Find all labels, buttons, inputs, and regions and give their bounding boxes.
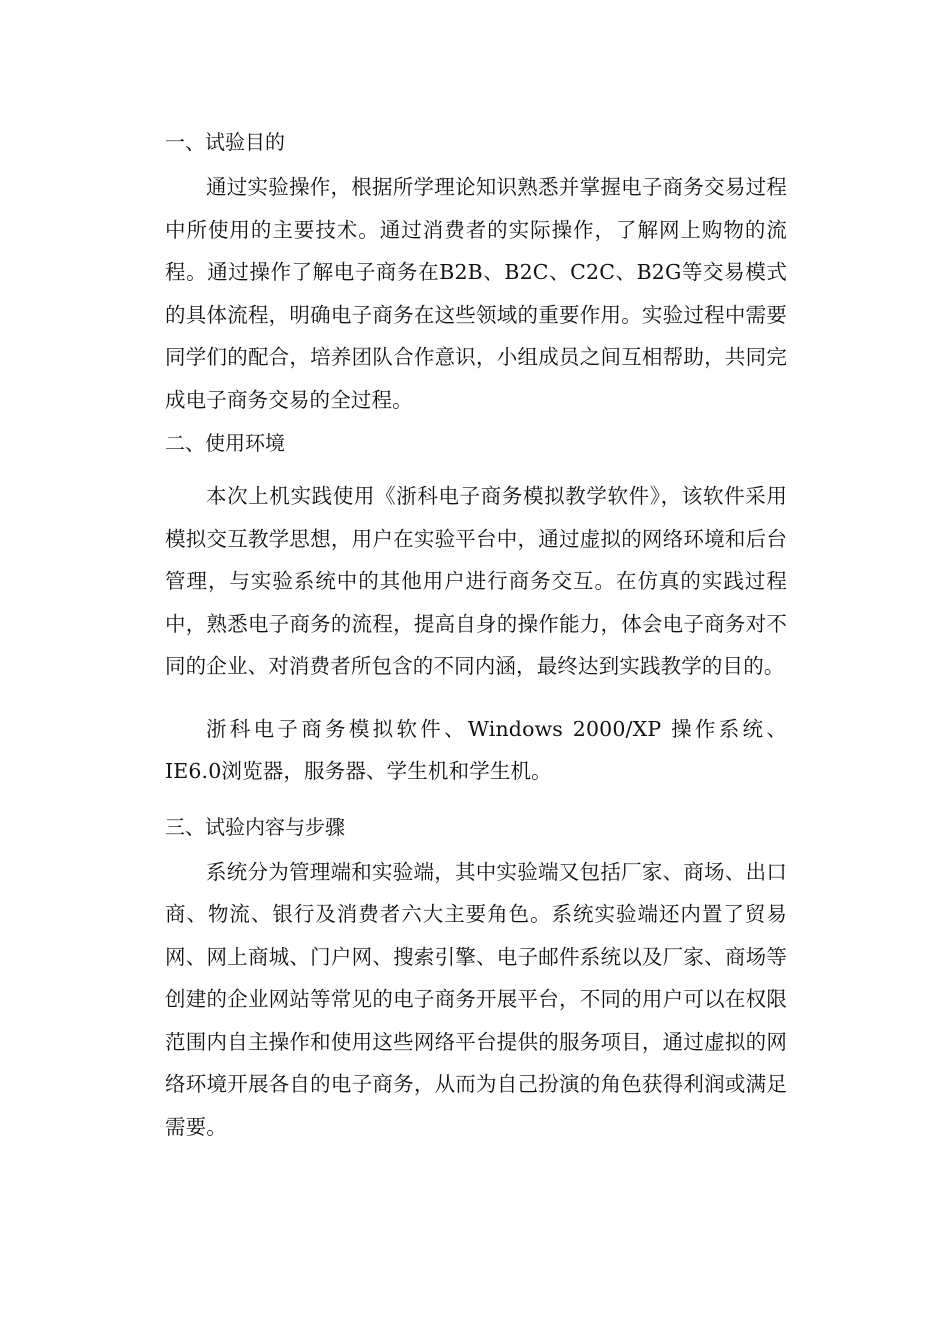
section-heading-environment: 二、使用环境 — [165, 431, 285, 455]
section-heading-purpose: 一、试验目的 — [165, 130, 285, 154]
document-page — [165, 128, 787, 1148]
paragraph-content-steps: 系统分为管理端和实验端，其中实验端又包括厂家、商场、出口商、物流、银行及消费者六大主要角色。系统实验端还内置了贸易网、网上商城、门户网、搜索引擎、电子邮件系统以及厂家、商场等创建的企业网站等常见的电子商务开展平台，不同的用户可以在权限范围内自主操作和使用这些网络平台提供的服务项目，通过虚拟的网络环境开展各自的电子商务，从而为自己扮演的角色获得利润或满足需要。 — [165, 859, 787, 1139]
section-heading-content-steps: 三、试验内容与步骤 — [165, 814, 345, 839]
paragraph-purpose: 通过实验操作，根据所学理论知识熟悉并掌握电子商务交易过程中所使用的主要技术。通过消费者的实际操作，了解网上购物的流程。通过操作了解电子商务在B2B、B2C、C2C、B2G等交易模式的具体流程，明确电子商务在这些领域的重要作用。实验过程中需要同学们的配合，培养团队合作意识，小组成员之间互相帮助，共同完成电子商务交易的全过程。 — [165, 175, 787, 412]
paragraph-environment-software: 本次上机实践使用《浙科电子商务模拟教学软件》，该软件采用模拟交互教学思想，用户在实验平台中，通过虚拟的网络环境和后台管理，与实验系统中的其他用户进行商务交互。在仿真的实践过程中，熟悉电子商务的流程，提高自身的操作能力，体会电子商务对不同的企业、对消费者所包含的不同内涵，最终达到实践教学的目的。 — [165, 484, 787, 678]
paragraph-environment-hardware: 浙科电子商务模拟软件、Windows 2000/XP 操作系统、IE6.0浏览器，服务器、学生机和学生机。 — [165, 716, 787, 783]
